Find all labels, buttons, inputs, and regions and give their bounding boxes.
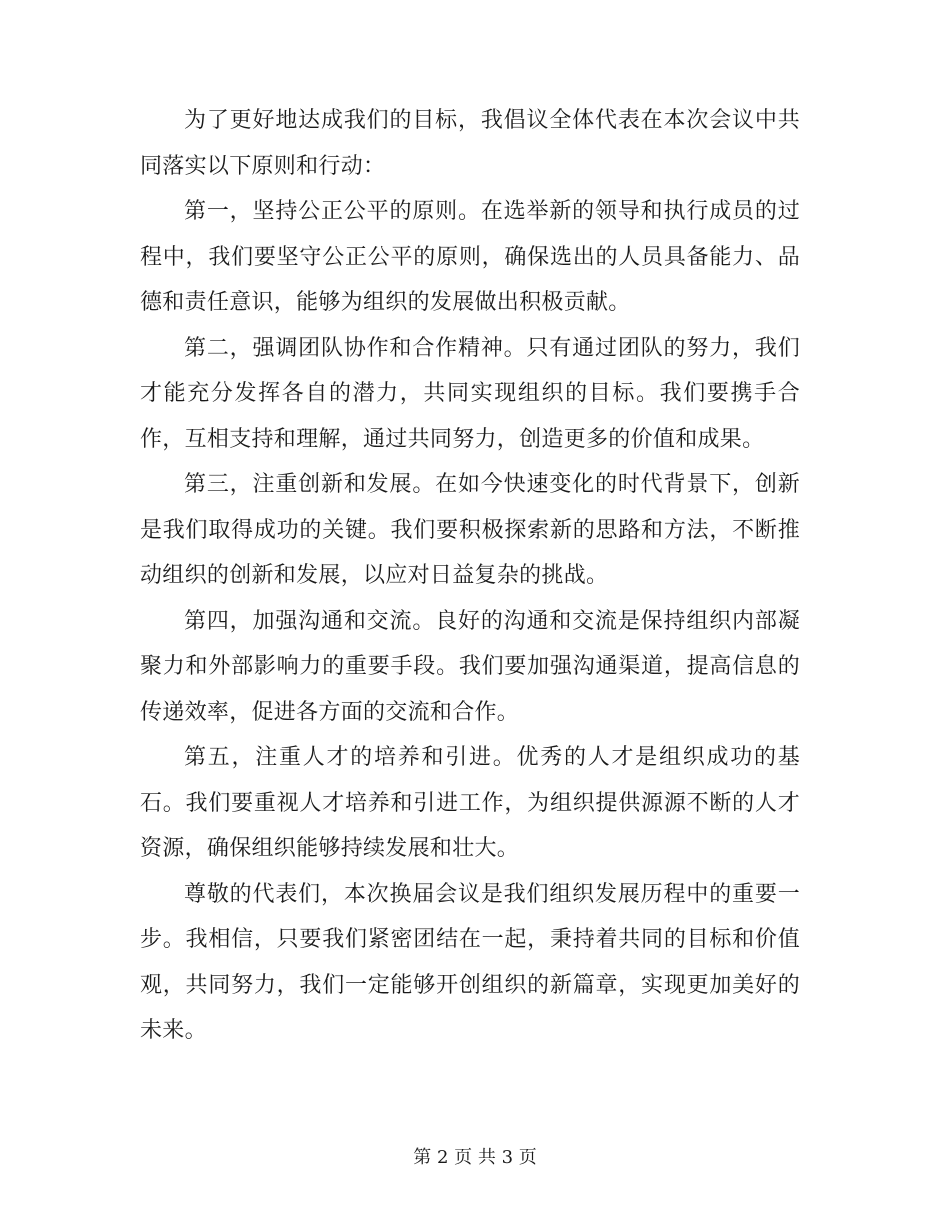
paragraph-intro: 为了更好地达成我们的目标，我倡议全体代表在本次会议中共同落实以下原则和行动： — [140, 108, 800, 179]
paragraph-point-5: 第五，注重人才的培养和引进。优秀的人才是组织成功的基石。我们要重视人才培养和引进工作，为组织提供源源不断的人才资源，确保组织能够持续发展和壮大。 — [140, 745, 800, 861]
paragraph-point-1: 第一，坚持公正公平的原则。在选举新的领导和执行成员的过程中，我们要坚守公正公平的原则，确保选出的人员具备能力、品德和责任意识，能够为组织的发展做出积极贡献。 — [140, 199, 800, 315]
paragraph-point-4: 第四，加强沟通和交流。良好的沟通和交流是保持组织内部凝聚力和外部影响力的重要手段。我们要加强沟通渠道，提高信息的传递效率，促进各方面的交流和合作。 — [140, 608, 800, 725]
paragraph-point-2: 第二，强调团队协作和合作精神。只有通过团队的努力，我们才能充分发挥各自的潜力，共同实现组织的目标。我们要携手合作，互相支持和理解，通过共同努力，创造更多的价值和成果。 — [140, 335, 800, 452]
page-number-footer: 第 2 页 共 3 页 — [413, 1147, 537, 1168]
paragraph-closing: 尊敬的代表们，本次换届会议是我们组织发展历程中的重要一步。我相信，只要我们紧密团结在一起，秉持着共同的目标和价值观，共同努力，我们一定能够开创组织的新篇章，实现更加美好的未来。 — [140, 881, 800, 1043]
paragraph-point-3: 第三，注重创新和发展。在如今快速变化的时代背景下，创新是我们取得成功的关键。我们要积极探索新的思路和方法，不断推动组织的创新和发展，以应对日益复杂的挑战。 — [140, 472, 800, 588]
document-body — [140, 98, 800, 1054]
